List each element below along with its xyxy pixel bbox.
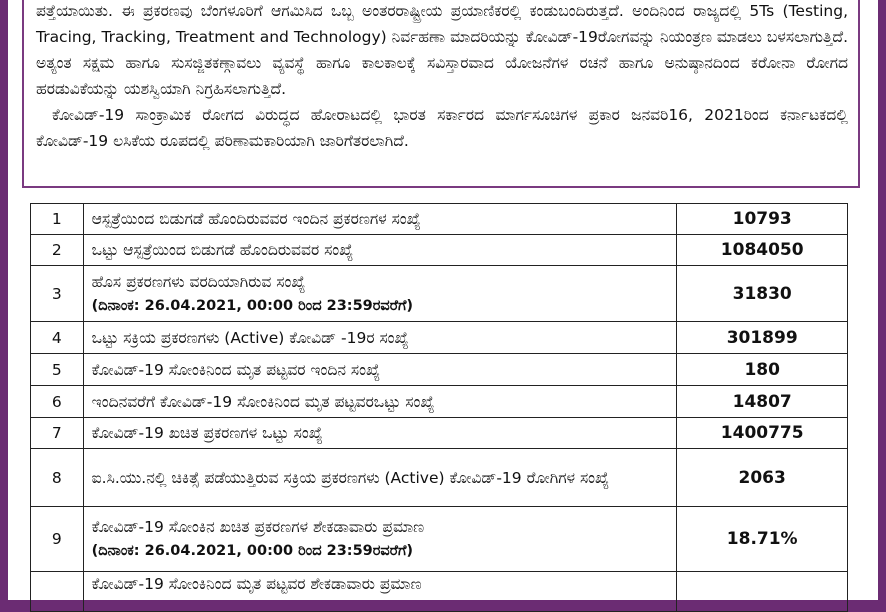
row-number: 8 (31, 449, 84, 507)
row-label: ಕೋವಿಡ್-19 ಸೋಂಕಿನಿಂದ ಮೃತ ಪಟ್ಟವರ ಶೇಕಡಾವಾರು ಪ್ರಮಾಣ (83, 572, 677, 612)
row-date-range: (ದಿನಾಂಕ: 26.04.2021, 00:00 ರಿಂದ 23:59ರವರೆಗೆ) (91, 543, 414, 559)
row-value: 180 (677, 354, 848, 386)
table-row (31, 235, 848, 266)
row-label: ಕೋವಿಡ್-19 ಸೋಂಕಿನಿಂದ ಮೃತ ಪಟ್ಟವರ ಇಂದಿನ ಸಂಖ್ಯೆ (83, 354, 677, 386)
row-number: 5 (31, 354, 84, 386)
row-value: 14807 (677, 386, 848, 418)
table-row (31, 204, 848, 235)
row-label: ಆಸ್ಪತ್ರೆಯಿಂದ ಬಿಡುಗಡೆ ಹೊಂದಿರುವವರ ಇಂದಿನ ಪ್ರಕರಣಗಳ ಸಂಖ್ಯೆ (83, 204, 677, 235)
covid-stats-table (30, 203, 848, 612)
table-row (31, 449, 848, 507)
row-label: ಇಂದಿನವರೆಗೆ ಕೋವಿಡ್-19 ಸೋಂಕಿನಿಂದ ಮೃತ ಪಟ್ಟವರಒಟ್ಟು ಸಂಖ್ಯೆ (83, 386, 677, 418)
table-row (31, 418, 848, 449)
row-value: 18.71% (677, 507, 848, 572)
table-row (31, 572, 848, 612)
table-row (31, 386, 848, 418)
row-value: 31830 (677, 266, 848, 322)
row-label: ಒಟ್ಟು ಸಕ್ರಿಯ ಪ್ರಕರಣಗಳು (Active) ಕೋವಿಡ್ -19ರ ಸಂಖ್ಯೆ (83, 322, 677, 354)
intro-paragraph-2: ಕೋವಿಡ್-19 ಸಾಂಕ್ರಾಮಿಕ ರೋಗದ ವಿರುದ್ಧದ ಹೋರಾಟದಲ್ಲಿ ಭಾರತ ಸರ್ಕಾರದ ಮಾರ್ಗಸೂಚಿಗಳ ಪ್ರಕಾರ ಜನವರಿ16, 2021ರಿಂದ ಕರ್ನಾಟಕದಲ್ಲಿ ಕೋವಿಡ್-19 ಲಸಿಕೆಯ ರೂಪದಲ್ಲಿ ಪರಿಣಾಮಕಾರಿಯಾಗಿ ಜಾರಿಗೆತರಲಾಗಿದೆ. (36, 106, 848, 150)
row-label: ಹೊಸ ಪ್ರಕರಣಗಳು ವರದಿಯಾಗಿರುವ ಸಂಖ್ಯೆ (91, 272, 306, 291)
table-row (31, 507, 848, 572)
intro-text-box (22, 0, 860, 188)
row-number: 9 (31, 507, 84, 572)
row-value (677, 572, 848, 612)
row-value: 301899 (677, 322, 848, 354)
row-label: ಐ.ಸಿ.ಯು.ನಲ್ಲಿ ಚಿಕಿತ್ಸೆ ಪಡೆಯುತ್ತಿರುವ ಸಕ್ರಿಯ ಪ್ರಕರಣಗಳು (Active) ಕೋವಿಡ್-19 ರೋಗಿಗಳ ಸಂಖ್ಯೆ (83, 449, 677, 507)
row-value: 10793 (677, 204, 848, 235)
row-number: 2 (31, 235, 84, 266)
document-page (8, 0, 878, 600)
row-label: ಒಟ್ಟು ಆಸ್ಪತ್ರೆಯಿಂದ ಬಿಡುಗಡೆ ಹೊಂದಿರುವವರ ಸಂಖ್ಯೆ (83, 235, 677, 266)
row-label-cell (83, 266, 677, 322)
row-number (31, 572, 84, 612)
row-number: 6 (31, 386, 84, 418)
row-number: 3 (31, 266, 84, 322)
row-number: 1 (31, 204, 84, 235)
row-date-range: (ದಿನಾಂಕ: 26.04.2021, 00:00 ರಿಂದ 23:59ರವರೆಗೆ) (91, 297, 414, 314)
row-label: ಕೋವಿಡ್-19 ಖಚಿತ ಪ್ರಕರಣಗಳ ಒಟ್ಟು ಸಂಖ್ಯೆ (83, 418, 677, 449)
table-row (31, 322, 848, 354)
row-number: 7 (31, 418, 84, 449)
row-value: 2063 (677, 449, 848, 507)
row-value: 1084050 (677, 235, 848, 266)
row-label: ಕೋವಿಡ್-19 ಸೋಂಕಿನ ಖಚಿತ ಪ್ರಕರಣಗಳ ಶೇಕಡಾವಾರು ಪ್ರಮಾಣ (91, 518, 425, 536)
intro-paragraph-1: ಪತ್ತೆಯಾಯಿತು. ಈ ಪ್ರಕರಣವು ಬೆಂಗಳೂರಿಗೆ ಆಗಮಿಸಿದ ಒಬ್ಬ ಅಂತರರಾಷ್ಟ್ರೀಯ ಪ್ರಯಾಣಿಕರಲ್ಲಿ ಕಂಡುಬಂದಿರುತ್ತದೆ. ಅಂದಿನಿಂದ ರಾಜ್ಯದಲ್ಲಿ 5Ts (Testing, Tracing, Tracking, Treatment and Technology) ನಿರ್ವಹಣಾ ಮಾದರಿಯನ್ನು ಕೋವಿಡ್-19ರೋಗವನ್ನು ನಿಯಂತ್ರಣ ಮಾಡಲು ಬಳಸಲಾಗುತ್ತಿದೆ. ಅತ್ಯಂತ ಸಕ್ಷಮ ಹಾಗೂ ಸುಸಜ್ಜಿತಕಣ್ಗಾವಲು ವ್ಯವಸ್ಥೆ ಹಾಗೂ ಕಾಲಕಾಲಕ್ಕೆ ಸವಿಸ್ತಾರವಾದ ಯೋಜನೆಗಳ ರಚನೆ ಹಾಗೂ ಅನುಷ್ಠಾನದಿಂದ ಕರೋನಾ ರೋಗದ ಹರಡುವಿಕೆಯನ್ನು ಯಶಸ್ವಿಯಾಗಿ ನಿಗ್ರಹಿಸಲಾಗುತ್ತಿದೆ. (36, 2, 848, 98)
table-row (31, 266, 848, 322)
row-value: 1400775 (677, 418, 848, 449)
row-number: 4 (31, 322, 84, 354)
row-label-cell (83, 507, 677, 572)
table-row (31, 354, 848, 386)
